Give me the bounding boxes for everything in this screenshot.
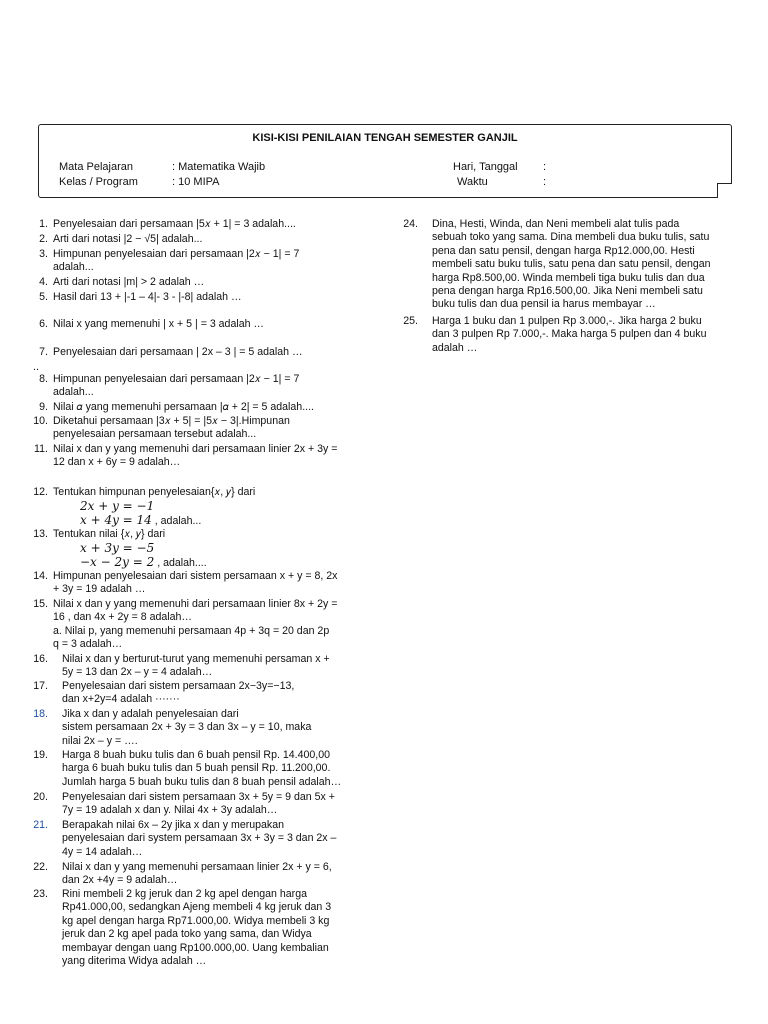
question-text-line: Harga 8 buah buku tulis dan 6 buah pensil Rp. 14.400,00	[62, 749, 330, 761]
question-number: 12.	[33, 486, 48, 498]
question-text-line: Himpunan penyelesaian dari persamaan |2𝑥 − 1| = 7	[53, 373, 300, 385]
question-text-line: Diketahui persamaan |3𝑥 + 5| = |5𝑥 − 3|.Himpunan	[53, 415, 290, 427]
question-text-line: Penyelesaian dari sistem persamaan 2x−3y=−13,	[62, 680, 295, 692]
question-text-line: pena dan satu pensil, dengan harga Rp12.000,00. Hesti	[432, 244, 695, 257]
system13-eq2-line	[80, 555, 207, 569]
system13-eq2: −𝑥 − 2𝑦 = 2	[80, 555, 155, 569]
question-text-line: adalah...	[53, 386, 94, 399]
question-text-line: 5y = 13 dan 2x – y = 4 adalah…	[62, 666, 213, 679]
question-number: 13.	[33, 528, 48, 540]
question-text-line: Nilai 𝛼 yang memenuhi persamaan |𝛼 + 2| = 5 adalah....	[53, 401, 314, 413]
question-text-line: Rp41.000,00, sedangkan Ajeng membeli 4 kg jeruk dan 3	[62, 901, 332, 914]
header-box	[38, 124, 732, 198]
question-number: 21.	[33, 819, 48, 831]
question-text-line: 16 , dan 4x + 2y = 8 adalah…	[53, 611, 192, 624]
question-text-line: dan 3 pulpen Rp 7.000,-. Maka harga 5 pulpen dan 4 buku	[432, 328, 707, 341]
question-number: 8.	[39, 373, 48, 385]
day-label: Hari, Tanggal	[453, 161, 518, 173]
class-value: : 10 MIPA	[172, 176, 220, 188]
question-text-line: Nilai x dan y yang memenuhi persamaan linier 2x + y = 6,	[62, 861, 332, 873]
question-text-line: harga Rp8.500,00. Winda membeli tiga buku tulis dan dua	[432, 271, 705, 284]
stray-dots: ..	[33, 361, 39, 373]
question-number: 18.	[33, 708, 48, 720]
question-number: 16.	[33, 653, 48, 665]
page-fold-corner	[717, 183, 732, 198]
question-number: 20.	[33, 791, 48, 803]
question-text-line: Dina, Hesti, Winda, dan Neni membeli alat tulis pada	[432, 218, 680, 230]
question-number: 10.	[33, 415, 48, 427]
question-text-line: Berapakah nilai 6x – 2y jika x dan y merupakan	[62, 819, 285, 831]
question-text-line: Himpunan penyelesaian dari persamaan |2𝑥 − 1| = 7	[53, 248, 300, 260]
question-text-line: Penyelesaian dari persamaan | 2x – 3 | = 5 adalah …	[53, 346, 303, 358]
system13-tail: , adalah....	[154, 557, 207, 569]
system12-eq2-line	[80, 513, 201, 527]
question-text-line: jeruk dan 2 kg apel pada toko yang sama, dan Widya	[62, 928, 312, 941]
question-text-line: membeli satu buku tulis, satu pena dan satu pensil, dengan	[432, 258, 711, 271]
question-text-line: sistem persamaan 2x + 3y = 3 dan 3x – y = 10, maka	[62, 721, 312, 734]
question-text-line: Arti dari notasi |2 − √5| adalah...	[53, 233, 203, 245]
question-text-line: Himpunan penyelesaian dari sistem persamaan x + y = 8, 2x	[53, 570, 338, 582]
question-number: 9.	[39, 401, 48, 413]
question-number: 19.	[33, 749, 48, 761]
question-text-line: 7y = 19 adalah x dan y. Nilai 4x + 3y adalah…	[62, 804, 278, 817]
question-text-line: buku tulis dan dua pensil ia harus membayar …	[432, 298, 656, 311]
subject-value: : Matematika Wajib	[172, 161, 266, 173]
document-title: KISI-KISI PENILAIAN TENGAH SEMESTER GANJIL	[252, 132, 518, 144]
question-number: 2.	[39, 233, 48, 245]
question-number: 4.	[39, 276, 48, 288]
question-number: 22.	[33, 861, 48, 873]
question-number: 5.	[39, 291, 48, 303]
question-text-line: yang diterima Widya adalah …	[62, 955, 207, 967]
subject-label: Mata Pelajaran	[59, 161, 133, 173]
question-text-line: Arti dari notasi |m| > 2 adalah …	[53, 276, 205, 288]
question-text-line: kg apel dengan harga Rp71.000,00. Widya membeli 3 kg	[62, 914, 330, 927]
question-number: 17.	[33, 680, 48, 692]
question-text-line: membayar dengan uang Rp100.000,00. Uang kembalian	[62, 941, 329, 954]
system13-eq1: 𝑥 + 3𝑦 = −5	[80, 541, 155, 555]
question-number: 3.	[39, 248, 48, 260]
question-text-line: Rini membeli 2 kg jeruk dan 2 kg apel dengan harga	[62, 888, 307, 900]
question-number: 6.	[39, 318, 48, 330]
question-text-line: + 3y = 19 adalah …	[53, 583, 146, 596]
class-label: Kelas / Program	[59, 176, 138, 188]
question-text-line: Penyelesaian dari persamaan |5𝑥 + 1| = 3 adalah....	[53, 218, 296, 230]
question-number: 7.	[39, 346, 48, 358]
question-text-line: dan x+2y=4 adalah ·······	[62, 693, 180, 706]
question-text-line: nilai 2x – y = ….	[62, 734, 138, 747]
question-number: 1.	[39, 218, 48, 230]
question-text-line: Tentukan nilai {𝑥, 𝑦} dari	[53, 528, 166, 540]
system12-tail: , adalah...	[151, 515, 202, 527]
question-text-line: Hasil dari 13 + |-1 – 4|- 3 - |-8| adalah …	[53, 291, 242, 303]
question-text-line: penyelesaian dari system persamaan 3x + 3y = 3 dan 2x –	[62, 832, 337, 845]
question-text-line: 12 dan x + 6y = 9 adalah…	[53, 456, 181, 469]
question-text-line: Jika x dan y adalah penyelesaian dari	[62, 708, 239, 720]
question-text-line: dan 2x +4y = 9 adalah…	[62, 874, 178, 887]
question-text-line: pena dengan harga Rp16.500,00. Jika Neni membeli satu	[432, 285, 703, 297]
question-text-line: Penyelesaian dari sistem persamaan 3x + 5y = 9 dan 5x +	[62, 791, 335, 803]
question-text-line: Nilai x dan y yang memenuhi dari persamaan linier 2x + 3y =	[53, 443, 338, 455]
question-text-line: Jumlah harga 5 buah buku tulis dan 8 buah pensil adalah…	[62, 775, 342, 788]
question-number: 25.	[403, 315, 418, 327]
question-text-line: harga 6 buah buku tulis dan 5 buah pensil Rp. 11.200,00.	[62, 762, 331, 775]
question-number: 24.	[403, 218, 418, 230]
question-text-line: Nilai x yang memenuhi | x + 5 | = 3 adalah …	[53, 318, 265, 330]
question-number: 15.	[33, 598, 48, 610]
time-label: Waktu	[457, 176, 488, 188]
question-text-line: Tentukan himpunan penyelesaian{𝑥, 𝑦} dari	[53, 486, 256, 498]
day-value: :	[543, 161, 547, 173]
question-text-line: penyelesaian persamaan tersebut adalah...	[53, 428, 257, 441]
time-value: :	[543, 176, 547, 188]
system12-eq1: 2𝑥 + 𝑦 = −1	[80, 499, 155, 513]
question-text-line: 4y = 14 adalah…	[62, 845, 143, 858]
question-text-line: a. Nilai p, yang memenuhi persamaan 4p + 3q = 20 dan 2p	[53, 624, 330, 637]
question-text-line: Nilai x dan y yang memenuhi dari persamaan linier 8x + 2y =	[53, 598, 338, 610]
question-text-line: sebuah toko yang sama. Dina membeli dua buku tulis, satu	[432, 231, 710, 244]
question-text-line: adalah …	[432, 341, 478, 354]
question-text-line: Nilai x dan y berturut-turut yang memenuhi persaman x +	[62, 653, 330, 665]
question-number: 11.	[34, 443, 48, 455]
question-number: 23.	[33, 888, 48, 900]
question-text-line: adalah...	[53, 261, 94, 274]
system12-eq2: 𝑥 + 4𝑦 = 14	[80, 513, 152, 527]
question-text-line: q = 3 adalah…	[53, 638, 123, 651]
question-text-line: Harga 1 buku dan 1 pulpen Rp 3.000,-. Jika harga 2 buku	[432, 315, 702, 327]
question-number: 14.	[33, 570, 48, 582]
